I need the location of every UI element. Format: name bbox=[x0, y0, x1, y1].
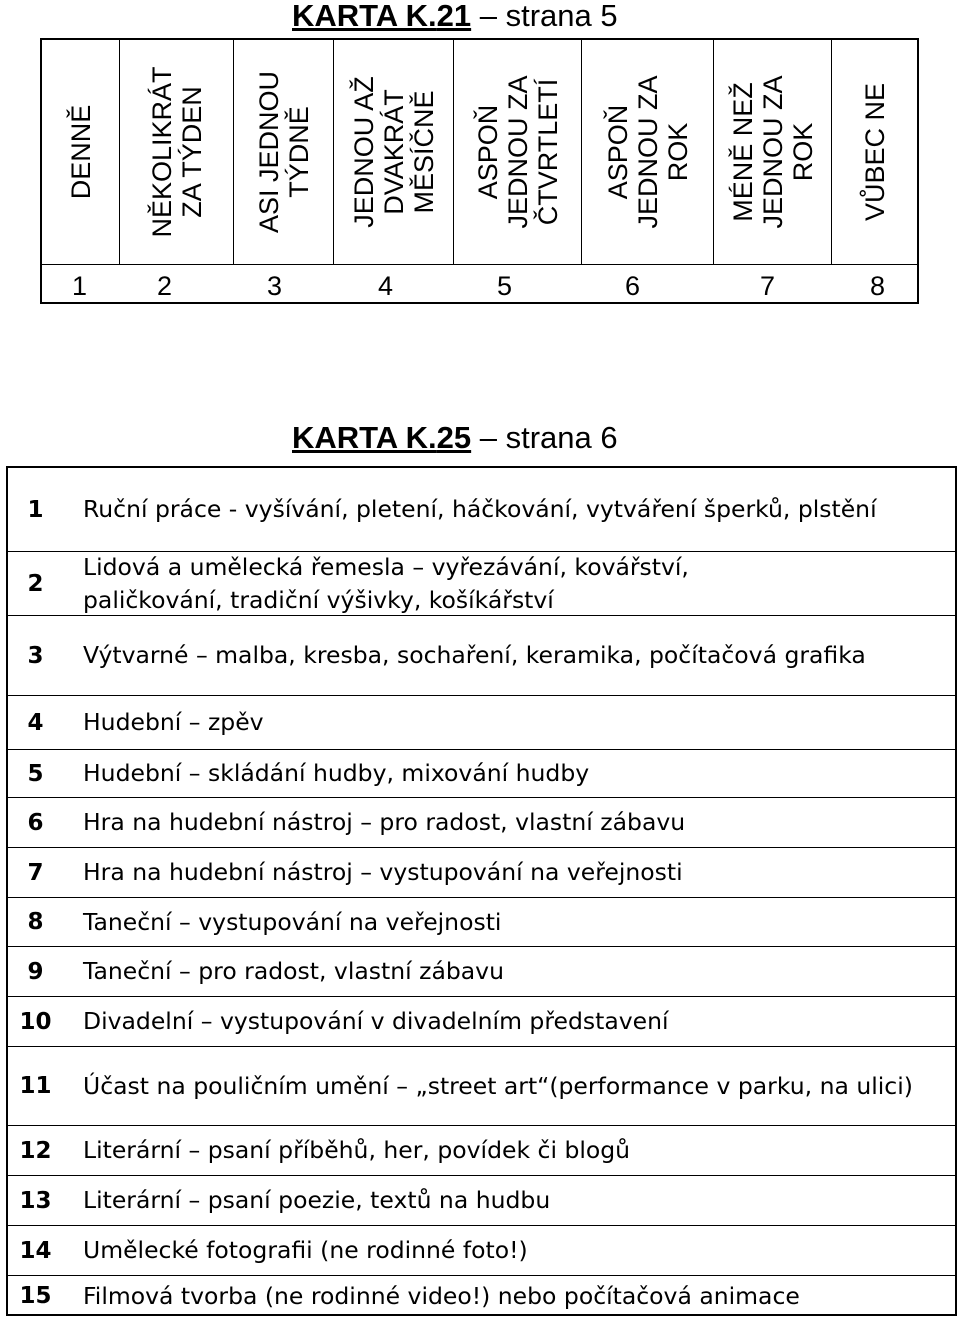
frequency-header-cell bbox=[42, 40, 120, 264]
card-heading-page: – strana 5 bbox=[471, 0, 618, 33]
activity-description bbox=[83, 1176, 943, 1225]
activity-description bbox=[83, 1047, 943, 1125]
frequency-number: 1 bbox=[72, 271, 88, 301]
activity-text: Taneční – vystupování na veřejnosti bbox=[83, 907, 502, 936]
frequency-label: JEDNOU AŽ DVAKRÁT MĚSÍČNĚ bbox=[348, 76, 439, 228]
frequency-number: 3 bbox=[267, 271, 283, 301]
activity-text: Taneční – pro radost, vlastní zábavu bbox=[83, 957, 504, 985]
activity-number: 13 bbox=[19, 1187, 52, 1214]
activity-number: 11 bbox=[19, 1073, 52, 1099]
activity-description bbox=[83, 616, 943, 695]
frequency-label: ASPOŇ JEDNOU ZA ROK bbox=[602, 75, 693, 229]
frequency-header-cell bbox=[120, 40, 234, 264]
card-heading-prefix: KARTA K. bbox=[292, 0, 437, 33]
activity-number: 10 bbox=[19, 1008, 52, 1035]
activity-description bbox=[83, 1276, 943, 1316]
card-heading-prefix: KARTA K. bbox=[292, 420, 437, 455]
activity-row bbox=[8, 696, 955, 750]
activity-row bbox=[8, 1276, 955, 1316]
activity-description bbox=[83, 696, 943, 749]
activity-description bbox=[83, 552, 943, 615]
activity-number: 12 bbox=[19, 1137, 52, 1164]
frequency-label: MÉNĚ NEŽ JEDNOU ZA ROK bbox=[727, 75, 818, 229]
frequency-label: NĚKOLIKRÁT ZA TÝDEN bbox=[146, 66, 207, 238]
activity-row bbox=[8, 616, 955, 696]
frequency-label: VŮBEC NE bbox=[860, 82, 890, 222]
card-heading-number: 21 bbox=[436, 0, 472, 33]
activities-table bbox=[6, 466, 957, 1316]
frequency-number-row bbox=[42, 264, 917, 304]
activity-description bbox=[83, 848, 943, 897]
card-heading-25 bbox=[292, 420, 618, 456]
frequency-number: 8 bbox=[870, 271, 886, 301]
activity-description bbox=[83, 798, 943, 847]
activity-row bbox=[8, 1126, 955, 1176]
activity-text: Literární – psaní příběhů, her, povídek či blogů bbox=[83, 1136, 631, 1164]
activity-text: Literární – psaní poezie, textů na hudbu bbox=[83, 1186, 551, 1214]
activity-text: Filmová tvorba (ne rodinné video!) nebo počítačová animace bbox=[83, 1281, 800, 1310]
activity-text: Umělecké fotografii (ne rodinné foto!) bbox=[83, 1236, 528, 1264]
activity-number: 3 bbox=[27, 642, 44, 669]
activity-number: 15 bbox=[19, 1283, 52, 1309]
activity-text: Hra na hudební nástroj – pro radost, vlastní zábavu bbox=[83, 808, 686, 836]
frequency-number: 5 bbox=[497, 271, 513, 301]
frequency-header-cell bbox=[582, 40, 714, 264]
activity-text: Hudební – skládání hudby, mixování hudby bbox=[83, 759, 590, 787]
frequency-label: DENNĚ bbox=[65, 104, 96, 200]
activity-description bbox=[83, 898, 943, 946]
activity-row bbox=[8, 1176, 955, 1226]
activity-text: Divadelní – vystupování v divadelním představení bbox=[83, 1007, 669, 1035]
activity-row bbox=[8, 798, 955, 848]
activity-text: Hra na hudební nástroj – vystupování na veřejnosti bbox=[83, 858, 683, 886]
activity-row bbox=[8, 468, 955, 552]
activity-description bbox=[83, 1126, 943, 1175]
activity-number: 5 bbox=[27, 760, 44, 787]
activity-row bbox=[8, 1047, 955, 1126]
frequency-scale-table bbox=[40, 38, 919, 304]
activity-number: 14 bbox=[19, 1237, 52, 1264]
activity-number: 1 bbox=[27, 496, 44, 523]
frequency-number: 2 bbox=[157, 271, 173, 301]
card-heading-number: 25 bbox=[436, 420, 472, 455]
activity-row bbox=[8, 947, 955, 997]
activity-text: Ruční práce - vyšívání, pletení, háčkování, vytváření šperků, plstění bbox=[83, 495, 877, 523]
activity-description bbox=[83, 750, 943, 797]
activity-number: 9 bbox=[27, 958, 44, 985]
activity-row bbox=[8, 997, 955, 1047]
activity-number: 8 bbox=[27, 909, 44, 935]
frequency-number: 7 bbox=[760, 271, 776, 301]
activity-row bbox=[8, 750, 955, 798]
activity-number: 4 bbox=[27, 709, 44, 736]
activity-number: 2 bbox=[27, 570, 44, 597]
activity-row bbox=[8, 848, 955, 898]
activity-description bbox=[83, 997, 943, 1046]
activity-description bbox=[83, 947, 943, 996]
frequency-header-cell bbox=[334, 40, 454, 264]
activity-number: 6 bbox=[27, 809, 44, 836]
activity-row bbox=[8, 552, 955, 616]
frequency-header-cell bbox=[832, 40, 919, 264]
activity-text: Lidová a umělecká řemesla – vyřezávání, kovářství, paličkování, tradiční výšivky, košíkářství bbox=[83, 552, 689, 614]
card-heading-page: – strana 6 bbox=[471, 420, 618, 455]
activity-row bbox=[8, 1226, 955, 1276]
frequency-label: ASPOŇ JEDNOU ZA ČTVRTLETÍ bbox=[472, 75, 563, 229]
frequency-number: 4 bbox=[378, 271, 394, 301]
activity-text: Výtvarné – malba, kresba, sochaření, keramika, počítačová grafika bbox=[83, 641, 866, 669]
activity-text: Hudební – zpěv bbox=[83, 708, 264, 736]
activity-description bbox=[83, 1226, 943, 1275]
activity-text: Účast na pouličním umění – „street art“(performance v parku, na ulici) bbox=[83, 1071, 913, 1100]
activity-row bbox=[8, 898, 955, 947]
activity-description bbox=[83, 468, 943, 551]
frequency-header-cell bbox=[714, 40, 832, 264]
frequency-header-cell bbox=[234, 40, 334, 264]
frequency-label: ASI JEDNOU TÝDNĚ bbox=[253, 70, 314, 234]
card-heading-21 bbox=[292, 0, 618, 34]
frequency-number: 6 bbox=[625, 271, 641, 301]
frequency-header-cell bbox=[454, 40, 582, 264]
activity-number: 7 bbox=[27, 859, 44, 886]
